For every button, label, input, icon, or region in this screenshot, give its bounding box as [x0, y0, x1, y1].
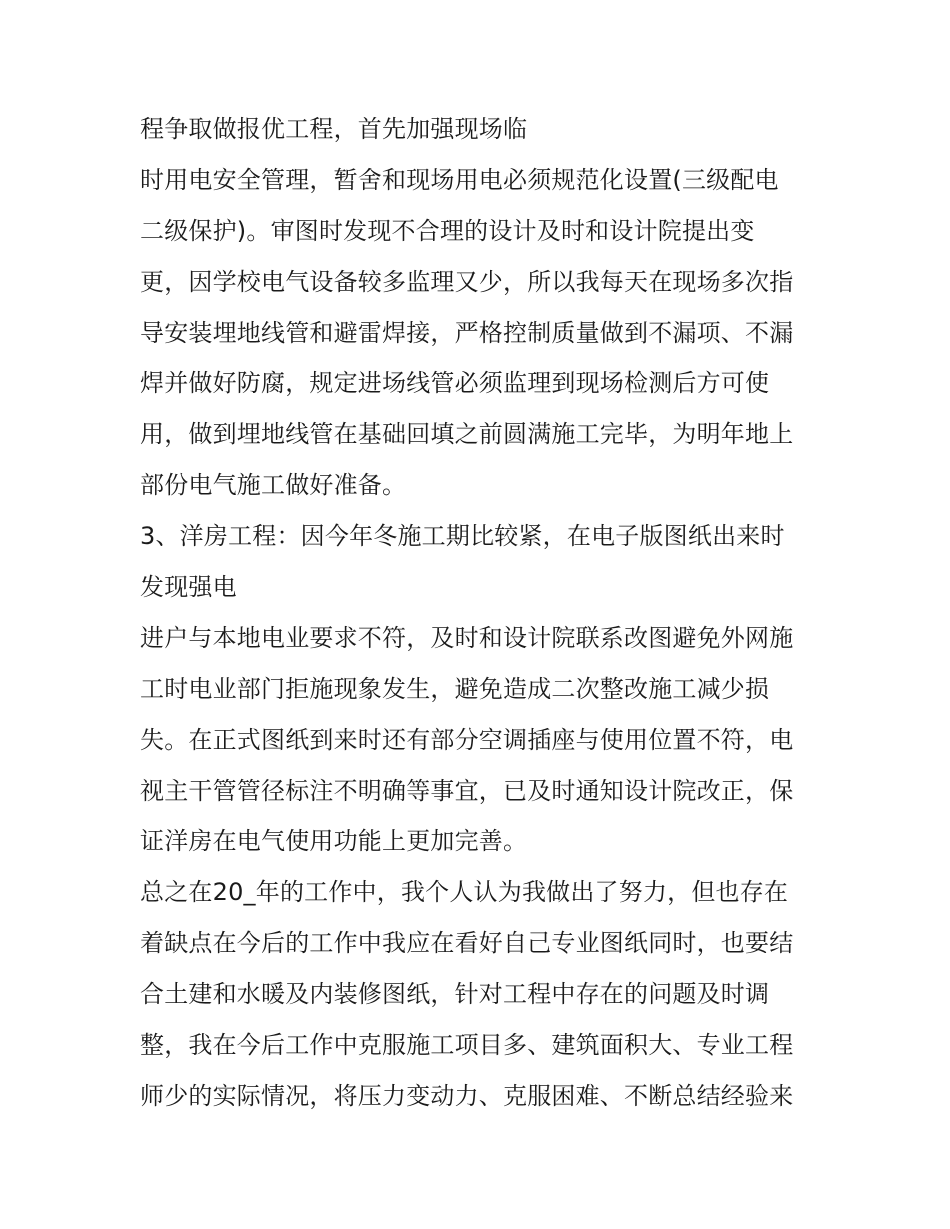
text-line: 合土建和水暖及内装修图纸，针对工程中存在的问题及时调: [140, 980, 770, 1009]
text-line: 视主干管管径标注不明确等事宜，已及时通知设计院改正，保: [140, 776, 794, 805]
text-line: 整，我在今后工作中克服施工项目多、建筑面积大、专业工程: [140, 1031, 794, 1060]
text-line: 导安装埋地线管和避雷焊接，严格控制质量做到不漏项、不漏: [140, 318, 794, 347]
text-line: 证洋房在电气使用功能上更加完善。: [140, 827, 528, 856]
text-line: 工时电业部门拒施现象发生，避免造成二次整改施工减少损: [140, 674, 770, 703]
text-line: 部份电气施工做好准备。: [140, 471, 407, 500]
text-line: 发现强电: [140, 573, 237, 602]
text-line: 二级保护)。审图时发现不合理的设计及时和设计院提出变: [140, 216, 755, 245]
text-line: 总之在20_年的工作中，我个人认为我做出了努力，但也存在: [140, 878, 789, 907]
text-line: 用，做到埋地线管在基础回填之前圆满施工完毕，为明年地上: [140, 420, 794, 449]
text-line: 3、洋房工程：因今年冬施工期比较紧，在电子版图纸出来时: [140, 522, 785, 551]
text-line: 时用电安全管理，暂舍和现场用电必须规范化设置(三级配电: [140, 165, 779, 194]
text-line: 更，因学校电气设备较多监理又少，所以我每天在现场多次指: [140, 267, 794, 296]
text-line: 程争取做报优工程，首先加强现场临: [140, 115, 528, 143]
text-line: 进户与本地电业要求不符，及时和设计院联系改图避免外网施: [140, 623, 794, 652]
text-line: 焊并做好防腐，规定进场线管必须监理到现场检测后方可使: [140, 369, 770, 398]
text-line: 失。在正式图纸到来时还有部分空调插座与使用位置不符，电: [140, 725, 794, 754]
text-line: 师少的实际情况，将压力变动力、克服困难、不断总结经验来: [140, 1081, 794, 1110]
text-line: 着缺点在今后的工作中我应在看好自己专业图纸同时，也要结: [140, 929, 794, 958]
body-text: [140, 108, 830, 1126]
